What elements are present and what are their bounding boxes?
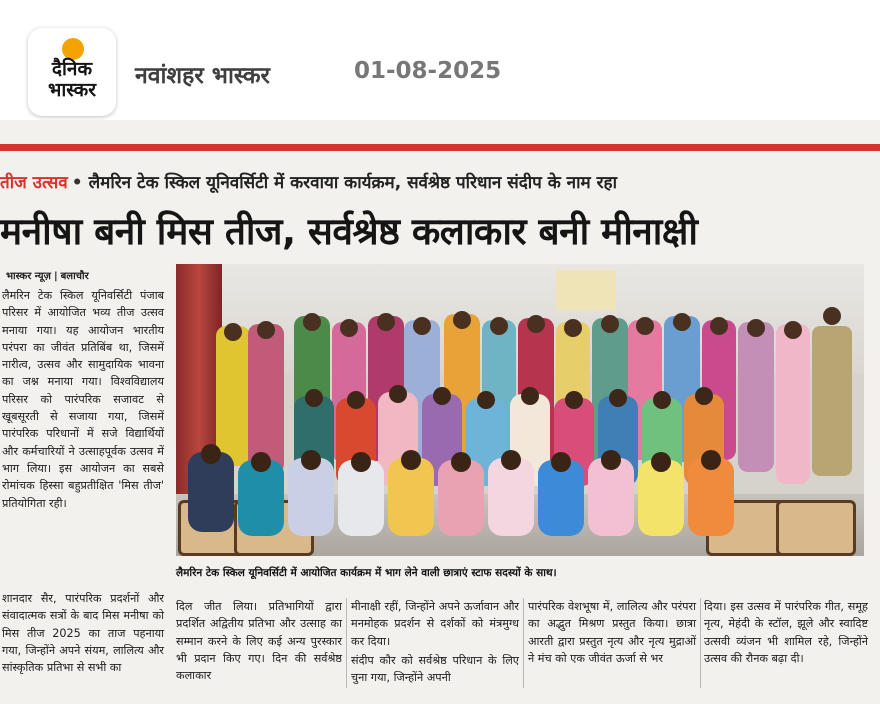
column-divider <box>523 598 524 688</box>
byline-source: भास्कर न्यूज़ <box>6 271 51 282</box>
column-3-paragraph-1: मीनाक्षी रहीं, जिन्होंने अपने ऊर्जावान और मनमोहक प्रदर्शन से दर्शकों को मंत्रमुग्ध कर दिया। <box>351 600 519 648</box>
left-column-paragraph-2: शानदार सैर, पारंपरिक प्रदर्शनों और संवादात्मक सत्रों के बाद मिस मनीषा को मिस तीज 2025 का ताज पहनाया गया, जिन्होंने अपने संयम, लालित्य और सांस्कृतिक प्रतिभा से सभी का <box>2 592 164 675</box>
sun-icon <box>62 38 84 60</box>
kicker <box>0 170 617 200</box>
column-4-text: पारंपरिक वेशभूषा में, लालित्य और परंपरा का अद्भुत मिश्रण प्रस्तुत किया। छात्रा आरती द्वारा प्रस्तुत नृत्य और नृत्य मुद्राओं ने मंच को एक जीवंत ऊर्जा से भर <box>528 600 696 665</box>
headline: मनीषा बनी मिस तीज, सर्वश्रेष्ठ कलाकार बनी मीनाक्षी <box>0 210 698 253</box>
kicker-text: लैमरिन टेक स्किल यूनिवर्सिटी में करवाया कार्यक्रम, सर्वश्रेष्ठ परिधान संदीप के नाम रहा <box>88 173 617 193</box>
article-column-2 <box>176 598 342 684</box>
column-2-text: दिल जीत लिया। प्रतिभागियों द्वारा प्रदर्शित अद्वितीय प्रतिभा और उत्साह का सम्मान करने के लिए कई अन्य पुरस्कार भी प्रदान किए गए। दिन की सर्वश्रेष्ठ कलाकार <box>176 600 342 683</box>
article-column-3 <box>351 598 519 686</box>
dainik-bhaskar-logo[interactable] <box>28 28 116 116</box>
byline <box>6 268 89 282</box>
column-divider <box>346 598 347 688</box>
logo-text-line2: भास्कर <box>47 79 97 101</box>
column-3-paragraph-2: संदीप कौर को सर्वश्रेष्ठ परिधान के लिए चुना गया, जिन्होंने अपनी <box>351 653 519 685</box>
kicker-bullet: • <box>71 173 83 193</box>
red-divider <box>0 144 880 151</box>
photo-caption: लैमरिन टेक स्किल यूनिवर्सिटी में आयोजित कार्यक्रम में भाग लेने वाली छात्राएं स्टाफ सदस्यों के साथ। <box>176 567 557 579</box>
article-column-5 <box>704 598 868 667</box>
column-5-text: दिया। इस उत्सव में पारंपरिक गीत, समूह नृत्य, मेहंदी के स्टॉल, झूले और स्वादिष्ट उत्सवी व्यंजन भी शामिल रहे, जिन्होंने उत्सव की रौनक बढ़ा दी। <box>704 600 868 665</box>
byline-place: बलाचौर <box>60 271 89 282</box>
byline-separator: | <box>53 271 58 282</box>
edition-name: नवांशहर भास्कर <box>135 63 270 89</box>
group-photo <box>176 264 864 556</box>
app-header <box>0 0 880 120</box>
front-row <box>188 444 734 536</box>
column-divider <box>700 598 701 688</box>
left-column-paragraph-1: लैमरिन टेक स्किल यूनिवर्सिटी पंजाब परिसर में आयोजित भव्य तीज उत्सव मनाया गया। यह आयोजन भारतीय परंपरा का जीवंत प्रतिबिंब था, जिसमें नारीत्व, उत्सव और सामुदायिक भावना का जश्न मनाया गया। विश्वविद्यालय परिसर को पारंपरिक सजावट से खूबसूरती से सजाया गया, जिसमें पारंपरिक परिधानों में सजे विद्यार्थियों और कर्मचारियों ने उत्साहपूर्वक उत्सव में भाग लिया। इस आयोजन का सबसे रोमांचक हिस्सा बहुप्रतीक्षित 'मिस तीज' प्रतियोगिता रही। <box>2 289 164 510</box>
left-column <box>2 287 164 675</box>
photo-people <box>176 264 864 556</box>
kicker-tag: तीज उत्सव <box>0 173 68 193</box>
edition-date: 01-08-2025 <box>354 58 502 84</box>
article-column-4 <box>528 598 696 667</box>
logo-text-line1: दैनिक <box>51 58 93 80</box>
